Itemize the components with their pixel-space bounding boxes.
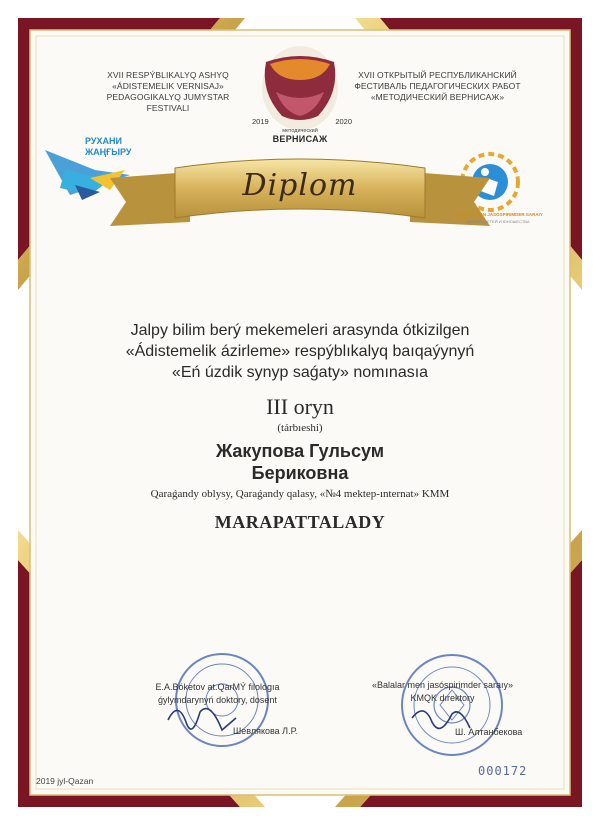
year-start: 2019 (252, 117, 269, 126)
right-signatory-line: KMQK dırektory (410, 693, 475, 703)
place-awarded: III oryn (266, 394, 334, 419)
header-right-line: «МЕТОДИЧЕСКИЙ ВЕРНИСАЖ» (370, 92, 505, 102)
description-line: Jalpy bilim berý mekemeleri arasynda ótkizilgen (130, 322, 470, 339)
logo-name: ВЕРНИСАЖ (272, 134, 328, 144)
balalar-label-ru: ДВОРЕЦ ДЕТЕЙ И ЮНОШЕСТВА (466, 219, 530, 224)
header-right-line: ФЕСТИВАЛЬ ПЕДАГОГИЧЕСКИХ РАБОТ (354, 81, 521, 91)
right-signatory-title (360, 679, 525, 705)
rukhani-line2: ЖАҢҒЫРУ (85, 147, 132, 157)
year-end: 2020 (335, 117, 352, 126)
right-signatory-name: Ш. Алтанбекова (455, 727, 523, 737)
left-signatory-line: ǵylymdarynyń doktory, dosent (158, 695, 277, 705)
header-left-line: PEDAGOGIKALYQ JUMYSTAR FESTIVALI (106, 92, 230, 113)
recipient-role: (tárbıeshi) (277, 422, 323, 434)
left-signatory-name: Шевлякова Л.Р. (233, 726, 298, 736)
recipient-name-line1: Жакупова Гульсум (215, 441, 385, 461)
description-line: «Eń úzdik synyp saǵaty» nomınasıa (171, 364, 429, 381)
header-left-line: XVII RESPÝBLIKALYQ ASHYQ (107, 70, 229, 80)
rukhani-zhangyru-label (85, 136, 132, 158)
competition-description (60, 320, 540, 383)
recipient-address: Qaraǵandy oblysy, Qaraǵandy qalasy, «№4 mektep-ınternat» KMM (150, 488, 450, 500)
description-line: «Ádistemelik ázirleme» respýblıkalyq baıqaýynyń (125, 343, 475, 360)
left-signatory-line: E.A.Bóketov at.QarMÝ filologıa (155, 682, 280, 692)
recipient-name (60, 440, 540, 484)
festival-title-kazakh (88, 70, 248, 114)
festival-title-russian (350, 70, 525, 103)
header-left-line: «ÁDISTEMELIK VERNISAJ» (112, 81, 224, 91)
rukhani-line1: РУХАНИ (85, 136, 122, 146)
recipient-name-line2: Бериковна (251, 463, 349, 483)
vernisage-logo-icon (262, 46, 338, 130)
serial-number: 000172 (478, 764, 528, 778)
right-signatory-line: «Balalar men jasóspirimder saraıy» (371, 680, 514, 690)
logo-subtitle: методический (282, 128, 318, 134)
left-signatory-title (135, 681, 300, 707)
issue-place-date: 2019 jyl-Qazan (36, 776, 94, 786)
balalar-label: BALALAR MEN JASÓSPIRIMDER SARAIY (453, 212, 543, 217)
award-statement: MARAPATTALADY (214, 512, 386, 532)
diploma-title: Diplom (242, 168, 358, 203)
header-right-line: XVII ОТКРЫТЫЙ РЕСПУБЛИКАНСКИЙ (358, 70, 517, 80)
